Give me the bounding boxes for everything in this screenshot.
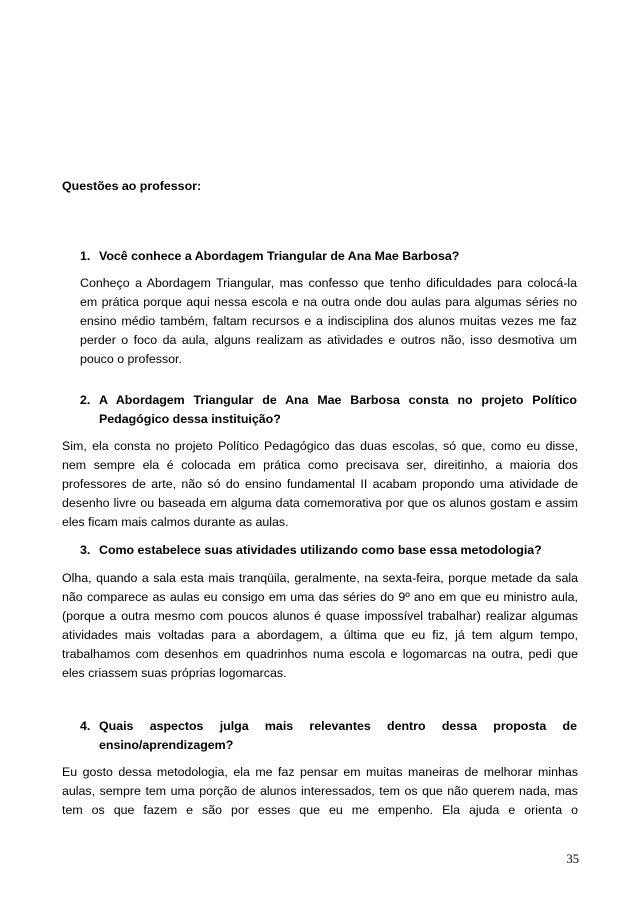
question-1 — [80, 247, 577, 267]
question-3-text: Como estabelece suas atividades utilizando como base essa metodologia? — [99, 543, 542, 557]
question-2-number: 2. — [80, 393, 91, 407]
question-4 — [80, 717, 577, 757]
page-number: 35 — [566, 852, 579, 866]
answer-4: Eu gosto dessa metodologia, ela me faz pensar em muitas maneiras de melhorar minhas aulas, sempre tem uma porção de alunos interessados, tem os que não querem nada, mas tem os que fazem e são por esses que eu me empenho. Ela ajuda e orienta o — [62, 765, 578, 818]
answer-1: Conheço a Abordagem Triangular, mas confesso que tenho dificuldades para colocá-la em prática porque aqui nessa escola e na outra onde dou aulas para algumas séries no ensino médio também, faltam recursos e a indisciplina dos alunos muitas vezes me faz perder o foco da aula, alguns realizam as atividades e outros não, isso desmotiva um pouco o professor. — [80, 276, 577, 367]
answer-3: Olha, quando a sala esta mais tranqüila, geralmente, na sexta-feira, porque metade da sala não comparece as aulas eu consigo em uma das séries do 9º ano em que eu ministro aula, (porque a outra mesmo com poucos alunos é quase impossível trabalhar) realizar algumas atividades mais voltadas para a abordagem, a última que eu fiz, já tem algum tempo, trabalhamos com desenhos em quadrinhos numa escola e logomarcas na outra, pedi que eles criassem suas próprias logomarcas. — [62, 571, 578, 681]
answer-2: Sim, ela consta no projeto Político Pedagógico das duas escolas, só que, como eu disse, nem sempre ela é colocada em prática como precisava ser, direitinho, a maioria dos professores de arte, não só do ensino fundamental II acabam propondo uma atividade de desenho livre ou baseada em alguma data comemorativa por que os alunos gostam e assim eles ficam mais calmos durante as aulas. — [62, 439, 578, 530]
question-4-text-line1: Quais aspectos julga mais relevantes dentro dessa proposta de — [99, 719, 577, 733]
question-3 — [80, 541, 577, 561]
section-title: Questões ao professor: — [62, 179, 202, 193]
question-3-number: 3. — [80, 543, 91, 557]
question-2-text-line1: A Abordagem Triangular de Ana Mae Barbosa consta no projeto Político — [99, 393, 577, 407]
question-2 — [80, 391, 577, 431]
question-1-number: 1. — [80, 249, 91, 263]
question-2-text-line2: Pedagógico dessa instituição? — [99, 412, 281, 426]
question-4-number: 4. — [80, 719, 91, 733]
question-4-text-line2: ensino/aprendizagem? — [99, 738, 234, 752]
question-1-text: Você conhece a Abordagem Triangular de Ana Mae Barbosa? — [99, 249, 460, 263]
